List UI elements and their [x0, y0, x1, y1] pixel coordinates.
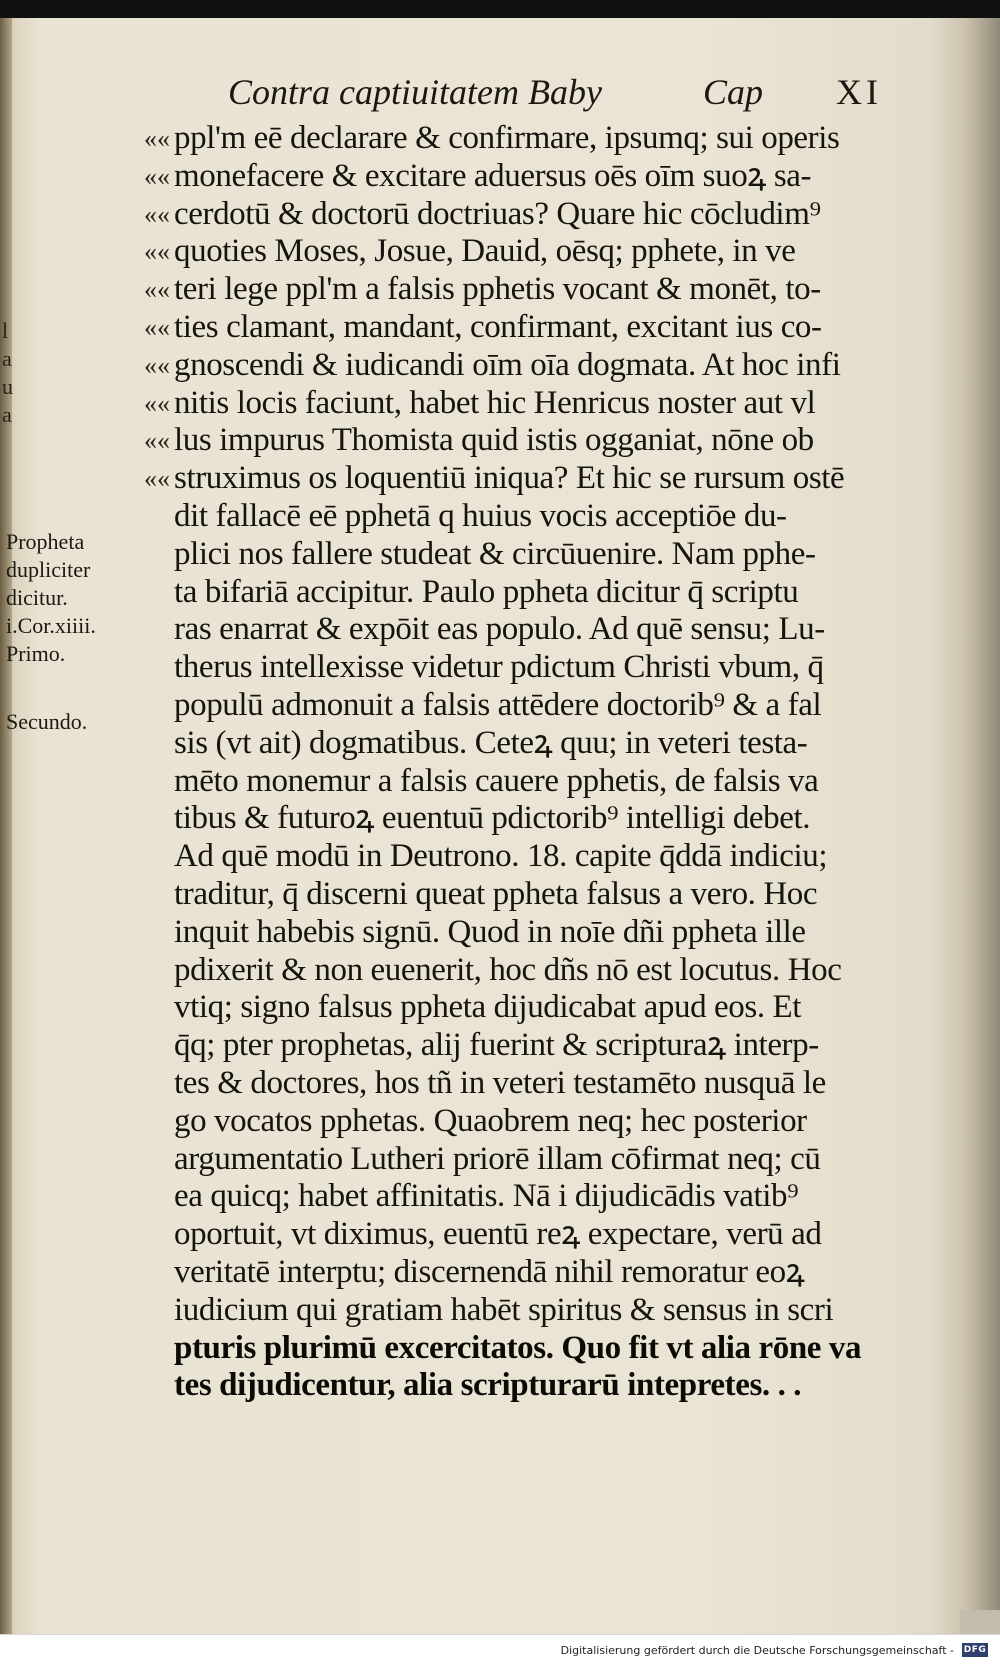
- running-head-chapter-label: Cap: [703, 72, 764, 112]
- text-line: argumentatio Lutheri priorē illam cōfirmat neq; cū: [174, 1140, 821, 1177]
- neighbor-page-glyph: a: [2, 402, 12, 427]
- scan-top-band: [0, 0, 1000, 18]
- text-line: populū admonuit a falsis attēdere doctorib⁹ & a fal: [174, 686, 822, 723]
- text-line: vtiq; signo falsus ppheta dijudicabat apud eos. Et: [174, 989, 802, 1026]
- text-line: traditur, q̄ discerni queat ppheta falsus a vero. Hoc: [174, 875, 818, 912]
- funding-credit: Digitalisierung gefördert durch die Deutsche Forschungsgemeinschaft -: [560, 1644, 954, 1657]
- text-line: struximus os loquentiū iniqua? Et hic se rursum ostē: [174, 460, 845, 497]
- text-line: plici nos fallere studeat & circūuenire. Nam pphe-: [174, 535, 816, 572]
- text-line: ea quicq; habet affinitatis. Nā i dijudicādis vatib⁹: [174, 1178, 799, 1215]
- text-line: tibus & futuroꝝ euentuū pdictorib⁹ intelligi debet.: [174, 800, 811, 837]
- text-line: inquit habebis signū. Quod in noīe dñi ppheta ille: [174, 913, 806, 950]
- text-line: oportuit, vt diximus, euentū reꝝ expectare, verū ad: [174, 1216, 822, 1253]
- text-line: go vocatos pphetas. Quaobrem neq; hec posterior: [174, 1102, 807, 1139]
- text-line: teri lege ppl'm a falsis pphetis vocant & monēt, to-: [174, 271, 821, 308]
- body-text: [174, 120, 974, 1405]
- margin-note: Secundo.: [6, 709, 88, 734]
- text-line: pturis plurimū excercitatos. Quo fit vt alia rōne va: [174, 1329, 862, 1366]
- text-line: ras enarrat & expōit eas populo. Ad quē sensu; Lu-: [174, 611, 825, 648]
- text-line: lus impurus Thomista quid istis ogganiat, nōne ob: [174, 422, 814, 459]
- dfg-logo: DFG: [963, 1645, 987, 1655]
- text-line: ppl'm eē declarare & confirmare, ipsumq; sui operis: [174, 120, 840, 156]
- quote-mark: ««: [144, 161, 170, 191]
- text-line: q̄q; pter prophetas, alij fuerint & scripturaꝝ interp-: [174, 1027, 819, 1064]
- text-line: nitis locis faciunt, habet hic Henricus noster aut vl: [174, 384, 816, 421]
- page-gutter: [0, 18, 12, 1634]
- quote-mark: ««: [144, 350, 170, 380]
- text-line: veritatē interptu; discernendā nihil remoratur eoꝝ: [174, 1253, 805, 1290]
- text-line: sis (vt ait) dogmatibus. Ceteꝝ quu; in veteri testa-: [174, 724, 808, 761]
- text-line: tes dijudicentur, alia scripturarū intepretes. . .: [174, 1367, 802, 1404]
- text-line: cerdotū & doctorū doctriuas? Quare hic cōcludim⁹: [174, 195, 821, 232]
- neighbor-page-glyph: u: [2, 374, 13, 399]
- footer-bar: [0, 1634, 1000, 1669]
- quotation-marks-column: [130, 120, 170, 498]
- page-edge-strip: [960, 1610, 1000, 1634]
- text-line: Ad quē modū in Deutrono. 18. capite q̄ddā indiciu;: [174, 838, 828, 875]
- margin-notes: [6, 528, 166, 736]
- quote-mark: ««: [144, 464, 170, 494]
- quote-mark: ««: [144, 426, 170, 456]
- text-line: iudicium qui gratiam habēt spiritus & sensus in scri: [174, 1291, 834, 1328]
- text-line: pdixerit & non euenerit, hoc dñs nō est locutus. Hoc: [174, 951, 842, 988]
- quote-mark: ««: [144, 199, 170, 229]
- text-line: quoties Moses, Josue, Dauid, oēsq; pphete, in ve: [174, 233, 796, 270]
- quote-mark: ««: [144, 312, 170, 342]
- quote-mark: ««: [144, 388, 170, 418]
- neighbor-page-glyph: a: [2, 346, 12, 371]
- quote-mark: ««: [144, 237, 170, 267]
- running-head-chapter-number: XI: [836, 72, 882, 112]
- margin-note: dupliciter: [6, 557, 91, 582]
- quote-mark: ««: [144, 275, 170, 305]
- text-line: ta bifariā accipitur. Paulo ppheta dicitur q̄ scriptu: [174, 573, 799, 610]
- running-head: [228, 66, 908, 118]
- neighbor-page-glyph: l: [2, 318, 9, 343]
- margin-note: Primo.: [6, 641, 66, 666]
- text-line: mēto monemur a falsis cauere pphetis, de falsis va: [174, 762, 819, 799]
- margin-note: i.Cor.xiiii.: [6, 613, 96, 638]
- text-line: tes & doctores, hos tñ in veteri testamēto nusquā le: [174, 1064, 826, 1101]
- text-line: ties clamant, mandant, confirmant, excitant ius co-: [174, 308, 822, 345]
- text-line: therus intellexisse videtur pdictum Christi vbum, q̄: [174, 649, 824, 686]
- text-line: monefacere & excitare aduersus oēs oīm suoꝝ sa-: [174, 157, 812, 194]
- margin-note: dicitur.: [6, 585, 68, 610]
- quote-mark: ««: [144, 124, 170, 153]
- margin-note: Propheta: [6, 529, 85, 554]
- text-line: dit fallacē eē pphetā q huius vocis acceptiōe du-: [174, 497, 787, 534]
- text-line: gnoscendi & iudicandi oīm oīa dogmata. At hoc infi: [174, 346, 841, 383]
- running-head-title: Contra captiuitatem Baby: [228, 72, 602, 112]
